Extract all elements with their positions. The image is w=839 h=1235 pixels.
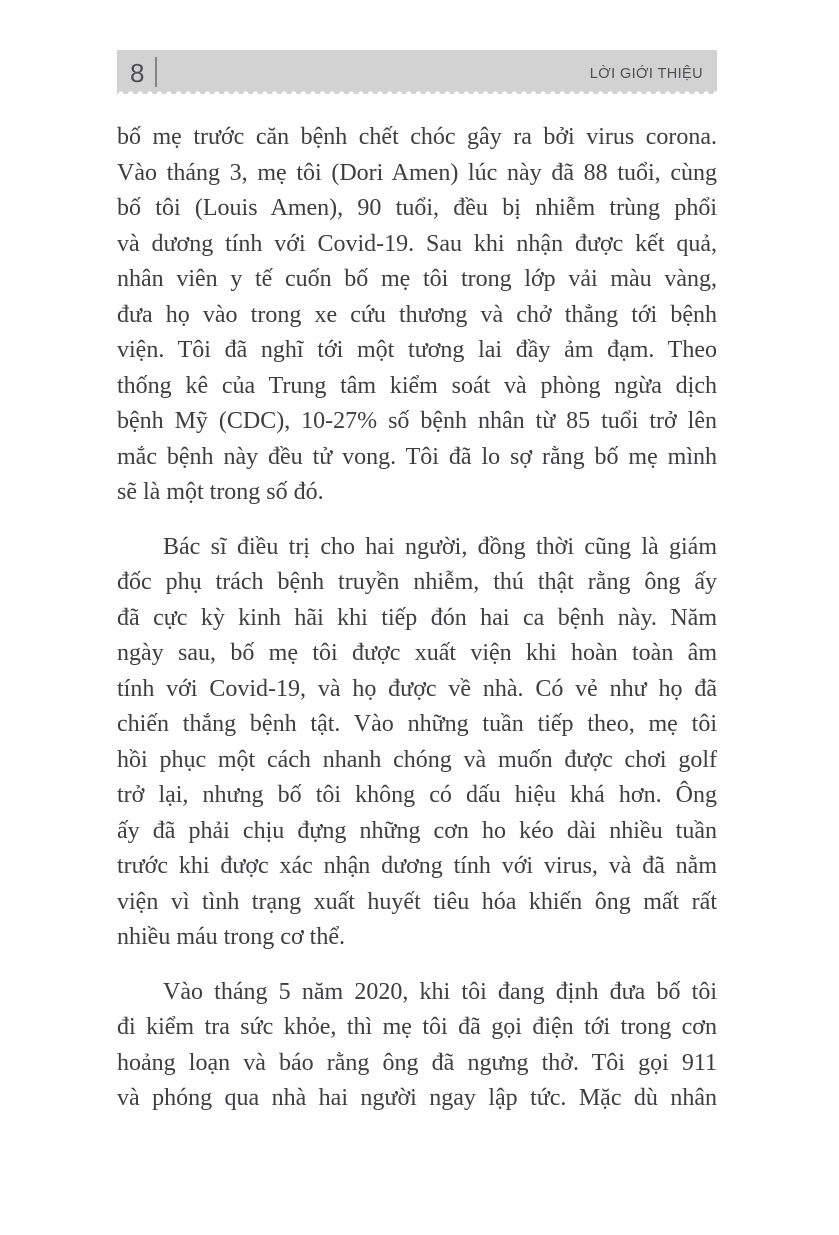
text-line: trước khi được xác nhận dương tính với virus, và đã nằm [117,853,717,879]
paragraph [117,120,717,511]
vertical-divider-icon [155,57,157,87]
text-line: bố mẹ trước căn bệnh chết chóc gây ra bởi virus corona. [117,124,717,150]
text-line: đã cực kỳ kinh hãi khi tiếp đón hai ca bệnh này. Năm [117,604,717,631]
text-line: đưa họ vào trong xe cứu thương và chở thẳng tới bệnh [117,301,717,328]
text-line: viện. Tôi đã nghĩ tới một tương lai đầy ảm đạm. Theo [117,337,717,363]
text-line: hoảng loạn và báo rằng ông đã ngưng thở. Tôi gọi 911 [117,1049,717,1076]
section-title: LỜI GIỚI THIỆU [589,65,703,82]
text-line: viện vì tình trạng xuất huyết tiêu hóa khiến ông mất rất [117,888,717,915]
text-line: bệnh Mỹ (CDC), 10-27% số bệnh nhân từ 85 tuổi trở lên [117,408,717,434]
text-line: sẽ là một trong số đó. [117,479,324,505]
text-line: bố tôi (Louis Amen), 90 tuổi, đều bị nhiễm trùng phổi [117,195,717,221]
text-line: ngày sau, bố mẹ tôi được xuất viện khi hoàn toàn âm [117,640,717,666]
text-line: nhiều máu trong cơ thể. [117,924,345,950]
text-line: hồi phục một cách nhanh chóng và muốn được chơi golf [117,746,717,773]
text-line: trở lại, nhưng bố tôi không có dấu hiệu khá hơn. Ông [117,782,717,808]
text-line: và dương tính với Covid-19. Sau khi nhận được kết quả, [117,230,717,257]
text-line: thống kê của Trung tâm kiểm soát và phòng ngừa dịch [117,372,717,399]
text-line: đốc phụ trách bệnh truyền nhiễm, thú thật rằng ông ấy [117,569,717,595]
text-line: Vào tháng 5 năm 2020, khi tôi đang định đưa bố tôi [163,978,717,1005]
text-line: đi kiểm tra sức khỏe, thì mẹ tôi đã gọi điện tới trong cơn [117,1014,717,1040]
running-header-band [117,50,717,94]
text-line: chiến thắng bệnh tật. Vào những tuần tiếp theo, mẹ tôi [117,711,717,737]
text-line: nhân viên y tế cuốn bố mẹ tôi trong lớp vải màu vàng, [117,266,717,292]
text-line: ấy đã phải chịu đựng những cơn ho kéo dài nhiều tuần [117,817,717,844]
paragraph [117,975,717,1117]
text-line: và phóng qua nhà hai người ngay lập tức. Mặc dù nhân [117,1085,717,1111]
text-line: mắc bệnh này đều tử vong. Tôi đã lo sợ rằng bố mẹ mình [117,443,717,470]
text-line: tính với Covid-19, và họ được về nhà. Có vẻ như họ đã [117,675,717,702]
paragraph [117,530,717,956]
text-line: Bác sĩ điều trị cho hai người, đồng thời cũng là giám [163,533,717,560]
body-text-column [117,120,717,1117]
text-line: Vào tháng 3, mẹ tôi (Dori Amen) lúc này đã 88 tuổi, cùng [117,159,717,186]
page-number: 8 [130,58,145,88]
